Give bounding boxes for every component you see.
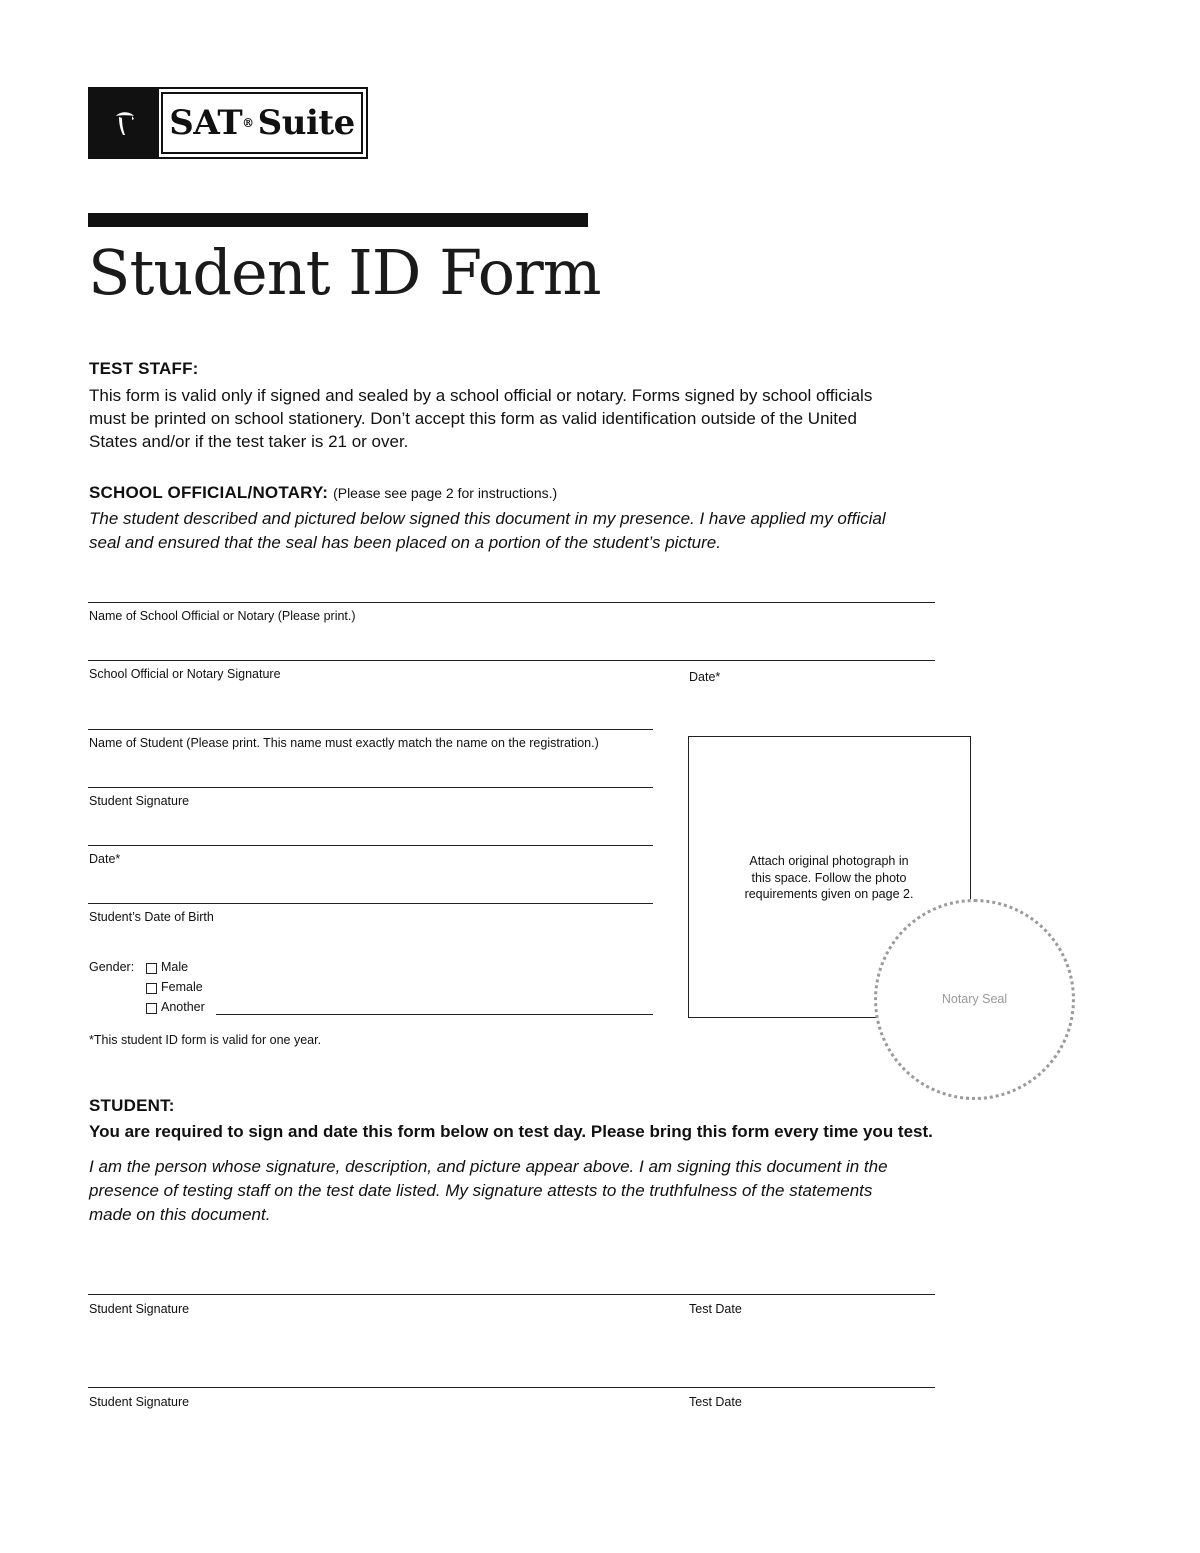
page-title: Student ID Form: [88, 236, 601, 309]
student-dob-label: Student’s Date of Birth: [89, 910, 214, 924]
school-official-statement: [89, 507, 939, 555]
test-day-date-label: Test Date: [689, 1395, 742, 1409]
sat-suite-logo: [88, 87, 368, 159]
gender-another-checkbox[interactable]: [146, 1003, 157, 1014]
official-signature-label: School Official or Notary Signature: [89, 667, 281, 681]
test-staff-line: States and/or if the test taker is 21 or over.: [89, 432, 409, 451]
statement-line: seal and ensured that the seal has been placed on a portion of the student’s picture.: [89, 533, 721, 552]
logo-suffix: Suite: [257, 103, 355, 143]
student-signature-line[interactable]: [88, 787, 653, 788]
official-signature-line[interactable]: [88, 660, 935, 661]
student-signature-label: Student Signature: [89, 794, 190, 808]
student-date-label: Date*: [89, 852, 121, 866]
gender-male-checkbox[interactable]: [146, 963, 157, 974]
test-day-signature-label: Student Signature: [89, 1395, 190, 1409]
school-official-heading-text: SCHOOL OFFICIAL/NOTARY:: [89, 483, 329, 502]
logo-trademark: ®: [242, 116, 254, 130]
test-staff-text: [89, 384, 939, 453]
student-statement-line: made on this document.: [89, 1205, 271, 1224]
statement-line: The student described and pictured below signed this document in my presence. I have applied my official: [89, 509, 886, 528]
notary-seal-label: Notary Seal: [941, 992, 1008, 1006]
test-staff-line: This form is valid only if signed and sealed by a school official or notary. Forms signed by school officials: [89, 386, 873, 405]
test-day-signature-line[interactable]: [88, 1387, 935, 1388]
logo-name: SAT: [169, 103, 243, 143]
test-staff-heading: TEST STAFF:: [89, 359, 199, 378]
test-day-signature-line[interactable]: [88, 1294, 935, 1295]
title-rule: [88, 213, 588, 227]
photo-instruction-line: this space. Follow the photo: [751, 870, 907, 885]
school-official-heading: [89, 483, 557, 503]
student-statement-line: I am the person whose signature, description, and picture appear above. I am signing this document in the: [89, 1157, 888, 1176]
gender-label: Gender:: [89, 960, 135, 974]
gender-female-checkbox[interactable]: [146, 983, 157, 994]
student-requirement: You are required to sign and date this form below on test day. Please bring this form every time you test.: [89, 1122, 933, 1141]
gender-female-label: Female: [161, 980, 203, 994]
test-staff-line: must be printed on school stationery. Don’t accept this form as valid identification outside of the United: [89, 409, 857, 428]
acorn-icon: [90, 89, 159, 157]
student-name-line[interactable]: [88, 729, 653, 730]
gender-another-label: Another: [161, 1000, 205, 1014]
student-statement-line: presence of testing staff on the test date listed. My signature attests to the truthfulness of the statements: [89, 1181, 873, 1200]
test-day-signature-label: Student Signature: [89, 1302, 190, 1316]
footnote: *This student ID form is valid for one year.: [89, 1033, 322, 1047]
test-day-date-label: Test Date: [689, 1302, 742, 1316]
student-date-line[interactable]: [88, 845, 653, 846]
student-dob-line[interactable]: [88, 903, 653, 904]
student-statement: [89, 1155, 939, 1227]
official-name-line[interactable]: [88, 602, 935, 603]
official-name-label: Name of School Official or Notary (Please print.): [89, 609, 356, 623]
student-heading: STUDENT:: [89, 1096, 175, 1115]
official-date-label: Date*: [689, 670, 721, 684]
school-official-note: (Please see page 2 for instructions.): [333, 485, 558, 501]
photo-instruction-line: Attach original photograph in: [749, 854, 909, 868]
photo-instructions: [718, 853, 940, 903]
gender-male-label: Male: [161, 960, 189, 974]
gender-another-line[interactable]: [216, 1014, 653, 1015]
logo-wordmark: [161, 92, 363, 154]
student-name-label: Name of Student (Please print. This name must exactly match the name on the registration.): [89, 736, 599, 750]
photo-instruction-line: requirements given on page 2.: [744, 887, 914, 901]
